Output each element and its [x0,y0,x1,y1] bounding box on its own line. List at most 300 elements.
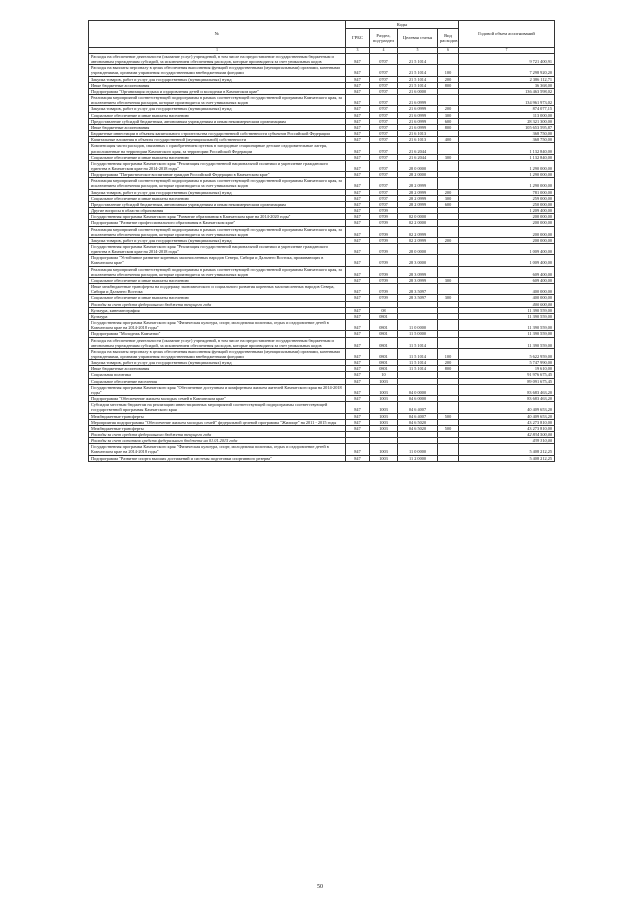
row-name: Реализация мероприятий соответствующей подпрограммы в рамках соответствующей государственной программы Камчатского края, за исключением обеспечения расходов, которые производятся за счет уникальных кодов [89,178,346,189]
row-amount: 113 000,00 [459,112,555,118]
row-grbs: 847 [346,189,370,195]
column-number: 4 [370,48,398,54]
row-amount: 439 310,00 [459,438,555,444]
row-razdel: 0709 [370,226,398,237]
row-target-article: 11 5 1014 [398,348,438,359]
row-razdel: 1003 [370,378,398,384]
row-grbs: 847 [346,384,370,395]
row-expense-type: 800 [438,366,459,372]
row-name: Подпрограмма "Патриотическое воспитание граждан Российской Федерации в Камчатском крае" [89,172,346,178]
row-amount: 11 390 559,00 [459,337,555,348]
row-target-article: 28 2 0999 [398,189,438,195]
row-target-article: 02 0 0000 [398,214,438,220]
row-razdel: 1003 [370,384,398,395]
row-target-article: 21 6 2044 [398,143,438,154]
row-grbs: 847 [346,337,370,348]
row-name: Компенсация части расходов, связанных с приобретением путевок в загородные стационарные детские оздоровительные лагеря, расположенные на территории Камчатского края, за территории Российской Федерации [89,143,346,154]
row-razdel: 08 [370,307,398,313]
row-name: Предоставление субсидий бюджетным, автономным учреждениям и иным некоммерческим организациям [89,201,346,207]
row-name: Межбюджетные трансферты [89,413,346,419]
table-row [89,255,555,266]
row-grbs: 847 [346,419,370,425]
row-amount: 42 834 500,00 [459,432,555,438]
row-target-article: 11 0 0000 [398,444,438,455]
row-amount: 5 622 959,00 [459,348,555,359]
row-target-article: 04 6 5020 [398,419,438,425]
row-name: Социальное обеспечение и иные выплаты населению [89,154,346,160]
row-name: Подпрограмма "Организация отдыха и оздоровления детей и молодежи в Камчатском крае" [89,88,346,94]
row-razdel: 0801 [370,331,398,337]
table-row [89,337,555,348]
row-grbs: 847 [346,331,370,337]
row-name: Подпрограмма "Молодежь Камчатки" [89,331,346,337]
table-row [89,226,555,237]
row-name: Реализация мероприятий соответствующей подпрограммы в рамках соответствующей государственной программы Камчатского края, за исключением обеспечения расходов, которые производятся за счет уникальных кодов [89,226,346,237]
row-target-article: 21 6 0999 [398,95,438,106]
row-name: Государственная программа Камчатского края "Физическая культура, спорт, молодежная политика, отдых и оздоровление детей в Камчатском крае на 2014-2018 годы" [89,444,346,455]
row-grbs: 847 [346,455,370,461]
row-razdel: 0707 [370,160,398,171]
row-name: Государственная программа Камчатского края "Обеспечение доступным и комфортным жильем жителей Камчатского края на 2014-2018 годы" [89,384,346,395]
row-name: Социальное обеспечение и иные выплаты населению [89,112,346,118]
row-expense-type [438,178,459,189]
row-grbs: 847 [346,284,370,295]
table-row [89,444,555,455]
row-expense-type: 400 [438,137,459,143]
row-target-article: 21 5 1014 [398,54,438,65]
table-row [89,266,555,277]
row-target-article: 02 2 0000 [398,220,438,226]
row-amount: 609 400,00 [459,277,555,283]
row-target-article: 04 6 5020 [398,425,438,431]
row-grbs: 847 [346,208,370,214]
row-razdel: 0707 [370,106,398,112]
row-target-article: 28 3 0000 [398,255,438,266]
row-target-article: 28 2 0000 [398,172,438,178]
row-amount: 400 000,00 [459,295,555,301]
row-amount: 400 000,00 [459,301,555,307]
row-grbs: 847 [346,54,370,65]
row-amount: 259 000,00 [459,195,555,201]
row-name: Расходы за счет средств федерального бюджета текущего года [89,432,346,438]
row-name: Предоставление субсидий бюджетным, автономным учреждениям и иным некоммерческим организациям [89,118,346,124]
row-razdel: 0801 [370,360,398,366]
row-grbs: 847 [346,360,370,366]
row-amount: 609 400,00 [459,266,555,277]
row-expense-type: 200 [438,360,459,366]
row-razdel: 0801 [370,348,398,359]
table-header-row [89,21,555,29]
row-razdel: 0801 [370,313,398,319]
row-expense-type: 200 [438,189,459,195]
row-name: Социальное обеспечение и иные выплаты населению [89,295,346,301]
header-codes: Коды [346,21,459,29]
row-amount: 368 750,00 [459,137,555,143]
table-row [89,284,555,295]
table-row [89,143,555,154]
row-target-article: 11 0 0000 [398,320,438,331]
row-razdel: 0709 [370,266,398,277]
row-razdel: 0709 [370,277,398,283]
row-amount: 83 683 463,20 [459,396,555,402]
row-razdel: 0707 [370,82,398,88]
row-expense-type: 800 [438,82,459,88]
row-expense-type [438,455,459,461]
row-name: Закупка товаров, работ и услуг для государственных (муниципальных) нужд [89,76,346,82]
row-razdel: 0707 [370,65,398,76]
table-row [89,384,555,395]
row-name: Закупка товаров, работ и услуг для государственных (муниципальных) нужд [89,237,346,243]
row-razdel: 0801 [370,366,398,372]
row-amount: 400 000,00 [459,284,555,295]
row-name: Подпрограмма "Устойчивое развитие коренных малочисленных народов Севера, Сибири и Дальнего Востока, проживающих в Камчатском крае" [89,255,346,266]
column-number: 1 [89,48,346,54]
row-target-article: 28 3 0999 [398,266,438,277]
row-amount: 19 610,00 [459,366,555,372]
row-razdel: 1003 [370,425,398,431]
header-grbs: ГРБС [346,29,370,48]
row-expense-type [438,266,459,277]
row-name: Государственная программа Камчатского края "Реализация государственной национальной политики и укрепление гражданского единства в Камчатском крае на 2014-2018 годы" [89,160,346,171]
row-name: Другие вопросы в области образования [89,208,346,214]
row-amount: 1 009 400,00 [459,255,555,266]
row-amount: 1 290 000,00 [459,160,555,171]
row-name: Субсидии местным бюджетам на реализацию инвестиционных мероприятий соответствующей подпрограммы соответствующей государственной программы Камчатского края [89,402,346,413]
row-grbs: 847 [346,348,370,359]
row-expense-type [438,284,459,295]
row-grbs: 847 [346,124,370,130]
row-target-article: 28 3 5097 [398,295,438,301]
row-grbs: 847 [346,295,370,301]
row-razdel: 0707 [370,112,398,118]
table-row [89,348,555,359]
row-amount: 1 009 400,00 [459,244,555,255]
row-name: Государственная программа Камчатского края "Развитие образования в Камчатском крае на 2014-2020 годы" [89,214,346,220]
row-name: Подпрограмма "Обеспечение жильем молодых семей в Камчатском крае" [89,396,346,402]
row-amount: 91 976 675,45 [459,372,555,378]
row-target-article: 21 6 0999 [398,124,438,130]
row-amount: 11 390 559,00 [459,313,555,319]
row-expense-type: 100 [438,348,459,359]
row-razdel: 0707 [370,201,398,207]
row-expense-type [438,402,459,413]
row-grbs: 847 [346,396,370,402]
header-razdel: Раздел, под-раздел [370,29,398,48]
row-razdel: 0709 [370,214,398,220]
row-name: Подпрограмма "Развитие спорта высших достижений и системы подготовки спортивного резерва" [89,455,346,461]
row-name: Расходы за счет остатков средств федерального бюджета на 01.01.2015 года [89,438,346,444]
row-razdel: 1003 [370,402,398,413]
row-target-article: 28 0 0000 [398,244,438,255]
row-amount: 83 683 463,20 [459,384,555,395]
row-target-article: 11 2 0000 [398,455,438,461]
table-row [89,178,555,189]
row-amount: 1 290 000,00 [459,178,555,189]
row-target-article: 21 5 1014 [398,82,438,88]
row-target-article: 21 5 1014 [398,76,438,82]
row-expense-type: 300 [438,112,459,118]
row-expense-type [438,95,459,106]
row-expense-type [438,226,459,237]
row-target-article: 11 5 1014 [398,360,438,366]
row-expense-type [438,160,459,171]
row-grbs: 847 [346,402,370,413]
row-expense-type: 300 [438,277,459,283]
row-amount: 136 463 598,02 [459,88,555,94]
row-name: Капитальные вложения в объекты государственной (муниципальной) собственности [89,137,346,143]
row-target-article: 02 2 0999 [398,237,438,243]
row-razdel: 0707 [370,189,398,195]
row-amount: 250 000,00 [459,201,555,207]
row-amount: 28 321 300,00 [459,118,555,124]
row-amount: 11 390 559,00 [459,331,555,337]
row-grbs: 847 [346,88,370,94]
row-amount: 200 000,00 [459,220,555,226]
row-expense-type [438,320,459,331]
row-grbs: 847 [346,214,370,220]
row-razdel: 0707 [370,195,398,201]
row-grbs: 847 [346,137,370,143]
row-amount: 43 273 810,00 [459,419,555,425]
row-razdel: 0707 [370,143,398,154]
table-row [89,95,555,106]
row-amount: 781 000,00 [459,189,555,195]
row-target-article: 28 2 0999 [398,178,438,189]
row-expense-type: 300 [438,195,459,201]
row-name: Государственная программа Камчатского края "Физическая культура, спорт, молодежная политика, отдых и оздоровление детей в Камчатском крае на 2014-2018 годы" [89,320,346,331]
row-name: Расходы на обеспечение деятельности (оказание услуг) учреждений, в том числе на предоставление государственным бюджетным и автономным учреждениям субсидий, за исключением обеспечения расходов, которые производятся за счет уникальных кодов [89,54,346,65]
row-grbs: 847 [346,313,370,319]
row-expense-type [438,143,459,154]
column-number: 3 [346,48,370,54]
header-vr: Вид расходов [438,29,459,48]
budget-table [88,20,555,462]
row-grbs: 847 [346,178,370,189]
row-target-article: 21 6 0999 [398,118,438,124]
row-expense-type [438,244,459,255]
row-name: Расходы на обеспечение деятельности (оказание услуг) учреждений, в том числе на предоставление государственным бюджетным и автономным учреждениям субсидий, за исключением обеспечения расходов, которые производятся за счет уникальных кодов [89,337,346,348]
row-razdel: 0707 [370,88,398,94]
row-name: Социальное обеспечение и иные выплаты населению [89,195,346,201]
row-expense-type [438,384,459,395]
row-expense-type: 300 [438,295,459,301]
row-razdel: 1003 [370,419,398,425]
row-razdel: 0801 [370,320,398,331]
row-target-article: 28 3 0999 [398,277,438,283]
row-target-article: 11 5 0000 [398,331,438,337]
row-target-article: 04 6 0000 [398,396,438,402]
row-razdel: 0709 [370,255,398,266]
row-grbs: 847 [346,220,370,226]
row-razdel: 1003 [370,413,398,419]
row-amount: 36 368,00 [459,82,555,88]
row-name: Культура, кинематография [89,307,346,313]
row-razdel: 1003 [370,444,398,455]
row-razdel: 0707 [370,178,398,189]
header-csr: Целевая статья [398,29,438,48]
row-amount: 200 000,00 [459,237,555,243]
row-razdel: 0707 [370,76,398,82]
row-razdel: 0707 [370,54,398,65]
row-grbs: 847 [346,106,370,112]
row-name: Иные межбюджетные трансферты на поддержку экономического и социального развития коренных малочисленных народов Севера, Сибири и Дальнего Востока [89,284,346,295]
row-grbs: 847 [346,366,370,372]
row-razdel: 0709 [370,220,398,226]
row-grbs: 847 [346,143,370,154]
row-razdel: 0707 [370,95,398,106]
row-razdel: 0709 [370,237,398,243]
table-row [89,54,555,65]
row-name: Иные бюджетные ассигнования [89,82,346,88]
column-number: 7 [459,48,555,54]
row-amount: 2 386 112,71 [459,76,555,82]
column-number: 5 [398,48,438,54]
table-row [89,160,555,171]
row-razdel: 0707 [370,124,398,130]
table-row [89,455,555,461]
row-expense-type [438,255,459,266]
row-amount: 1 209 400,00 [459,208,555,214]
row-expense-type: 800 [438,124,459,130]
row-grbs: 847 [346,131,370,137]
table-row [89,65,555,76]
column-number: 6 [438,48,459,54]
row-name: Иные бюджетные ассигнования [89,366,346,372]
row-grbs: 847 [346,237,370,243]
row-grbs: 847 [346,112,370,118]
page-number: 50 [317,884,323,890]
row-razdel: 0709 [370,295,398,301]
row-expense-type [438,337,459,348]
row-razdel: 1003 [370,455,398,461]
row-name: Культура [89,313,346,319]
row-amount: 200 000,00 [459,214,555,220]
row-name: Иные бюджетные ассигнования [89,124,346,130]
row-expense-type: 100 [438,65,459,76]
row-grbs: 847 [346,195,370,201]
row-name: Социальное обеспечение населения [89,378,346,384]
row-target-article: 28 2 0999 [398,201,438,207]
row-razdel: 10 [370,372,398,378]
row-name: Государственная программа Камчатского края "Реализация государственной национальной политики и укрепление гражданского единства в Камчатском крае на 2014-2018 годы" [89,244,346,255]
header-num: № [89,21,346,48]
row-razdel: 0707 [370,118,398,124]
table-row [89,244,555,255]
row-grbs: 847 [346,425,370,431]
row-target-article: 28 3 5097 [398,284,438,295]
table-body [89,54,555,462]
row-amount: 368 750,00 [459,131,555,137]
row-amount: 7 298 920,20 [459,65,555,76]
row-grbs: 847 [346,65,370,76]
row-grbs: 847 [346,413,370,419]
row-expense-type: 200 [438,76,459,82]
row-expense-type: 600 [438,118,459,124]
row-razdel: 1003 [370,396,398,402]
row-target-article: 04 6 4007 [398,402,438,413]
row-razdel: 0707 [370,131,398,137]
row-name: Социальное обеспечение и иные выплаты населению [89,277,346,283]
row-grbs: 847 [346,378,370,384]
row-razdel: 0709 [370,284,398,295]
row-amount: 5 747 990,00 [459,360,555,366]
row-expense-type: 300 [438,154,459,160]
header-sum: Годовой объем ассигнований [459,21,555,48]
row-razdel: 0707 [370,154,398,160]
row-target-article: 21 6 0999 [398,112,438,118]
row-target-article: 21 6 1013 [398,137,438,143]
row-target-article: 28 2 0999 [398,195,438,201]
row-grbs: 847 [346,307,370,313]
row-amount: 200 000,00 [459,226,555,237]
row-target-article: 21 5 1014 [398,65,438,76]
row-name: Социальная политика [89,372,346,378]
row-amount: 11 390 559,00 [459,307,555,313]
row-expense-type: 500 [438,425,459,431]
row-grbs: 847 [346,76,370,82]
row-grbs: 847 [346,266,370,277]
row-expense-type: 500 [438,413,459,419]
row-grbs: 847 [346,444,370,455]
row-grbs: 847 [346,201,370,207]
row-razdel: 0707 [370,172,398,178]
row-amount: 40 409 653,20 [459,402,555,413]
row-name: Закупка товаров, работ и услуг для государственных (муниципальных) нужд [89,189,346,195]
row-razdel: 0801 [370,337,398,348]
row-grbs: 847 [346,255,370,266]
row-target-article: 11 5 1014 [398,366,438,372]
row-target-article: 04 6 4007 [398,413,438,419]
row-name: Закупка товаров, работ и услуг для государственных (муниципальных) нужд [89,360,346,366]
row-grbs: 847 [346,372,370,378]
row-grbs: 847 [346,226,370,237]
row-razdel: 0709 [370,208,398,214]
row-grbs: 847 [346,82,370,88]
row-expense-type [438,54,459,65]
row-name: Расходы на выплаты персоналу в целях обеспечения выполнения функций государственными (муниципальными) органами, казенными учреждениями, органами управления государственными внебюджетными фондами [89,65,346,76]
row-grbs: 847 [346,160,370,171]
row-name: Закупка товаров, работ и услуг для государственных (муниципальных) нужд [89,106,346,112]
row-grbs: 847 [346,154,370,160]
row-amount: 40 409 653,20 [459,413,555,419]
row-grbs: 847 [346,277,370,283]
row-target-article: 21 6 1013 [398,131,438,137]
table-row [89,320,555,331]
row-expense-type: 200 [438,237,459,243]
row-expense-type: 600 [438,201,459,207]
row-expense-type [438,444,459,455]
row-name: Мероприятия подпрограммы "Обеспечение жильем молодых семей" федеральной целевой программы "Жилище" на 2011 - 2015 годы [89,419,346,425]
row-amount: 105 653 595,87 [459,124,555,130]
row-grbs: 847 [346,244,370,255]
row-name: Реализация мероприятий соответствующей подпрограммы в рамках соответствующей государственной программы Камчатского края, за исключением обеспечения расходов, которые производятся за счет уникальных кодов [89,266,346,277]
row-grbs: 847 [346,172,370,178]
row-target-article: 28 0 0000 [398,160,438,171]
row-amount: 1 290 000,00 [459,172,555,178]
row-amount: 11 390 559,00 [459,320,555,331]
row-target-article: 04 0 0000 [398,384,438,395]
row-target-article: 21 6 0000 [398,88,438,94]
row-expense-type: 200 [438,106,459,112]
row-amount: 1 132 840,00 [459,154,555,160]
row-amount: 874 077,15 [459,106,555,112]
row-grbs: 847 [346,95,370,106]
row-name: Расходы на выплаты персоналу в целях обеспечения выполнения функций государственными (муниципальными) органами, казенными учреждениями, органами управления государственными внебюджетными фондами [89,348,346,359]
row-amount: 134 961 973,02 [459,95,555,106]
row-name: Подпрограмма "Развитие профессионального образования в Камчатском крае" [89,220,346,226]
row-razdel: 0707 [370,137,398,143]
row-name: Бюджетные инвестиции в объекты капитального строительства государственной собственности субъектов Российской Федерации [89,131,346,137]
